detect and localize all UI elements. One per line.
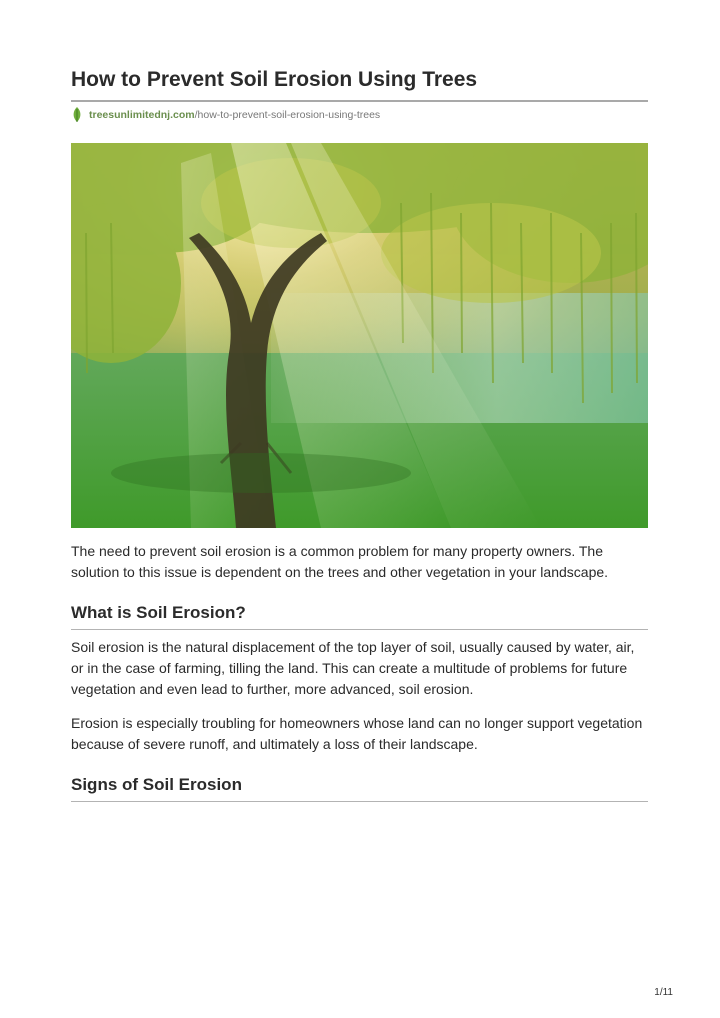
leaf-icon [71, 107, 83, 123]
section-divider [71, 801, 648, 802]
title-divider [71, 100, 648, 102]
heading-signs-of-soil-erosion: Signs of Soil Erosion [71, 775, 242, 794]
source-domain[interactable]: treesunlimitednj.com [89, 109, 195, 121]
source-line[interactable] [71, 107, 380, 123]
hero-image [71, 143, 648, 528]
intro-paragraph: The need to prevent soil erosion is a common problem for many property owners. The solution to this issue is dependent on the trees and other vegetation in your landscape. [71, 543, 609, 580]
heading-what-is-soil-erosion: What is Soil Erosion? [71, 603, 246, 622]
paragraph-definition: Soil erosion is the natural displacement of the top layer of soil, usually caused by water, air, or in the case of farming, tilling the land. This can create a multitude of problems for future vegetation and even lead to further, more advanced, soil erosion. [71, 639, 635, 697]
page-title: How to Prevent Soil Erosion Using Trees [71, 68, 478, 91]
willow-tree-photo [71, 143, 648, 528]
page-number: 1/11 [654, 987, 673, 998]
source-path[interactable]: /how-to-prevent-soil-erosion-using-trees [194, 109, 381, 121]
paragraph-homeowners: Erosion is especially troubling for homeowners whose land can no longer support vegetation because of severe runoff, and ultimately a loss of their landscape. [71, 715, 643, 752]
section-divider [71, 629, 648, 630]
